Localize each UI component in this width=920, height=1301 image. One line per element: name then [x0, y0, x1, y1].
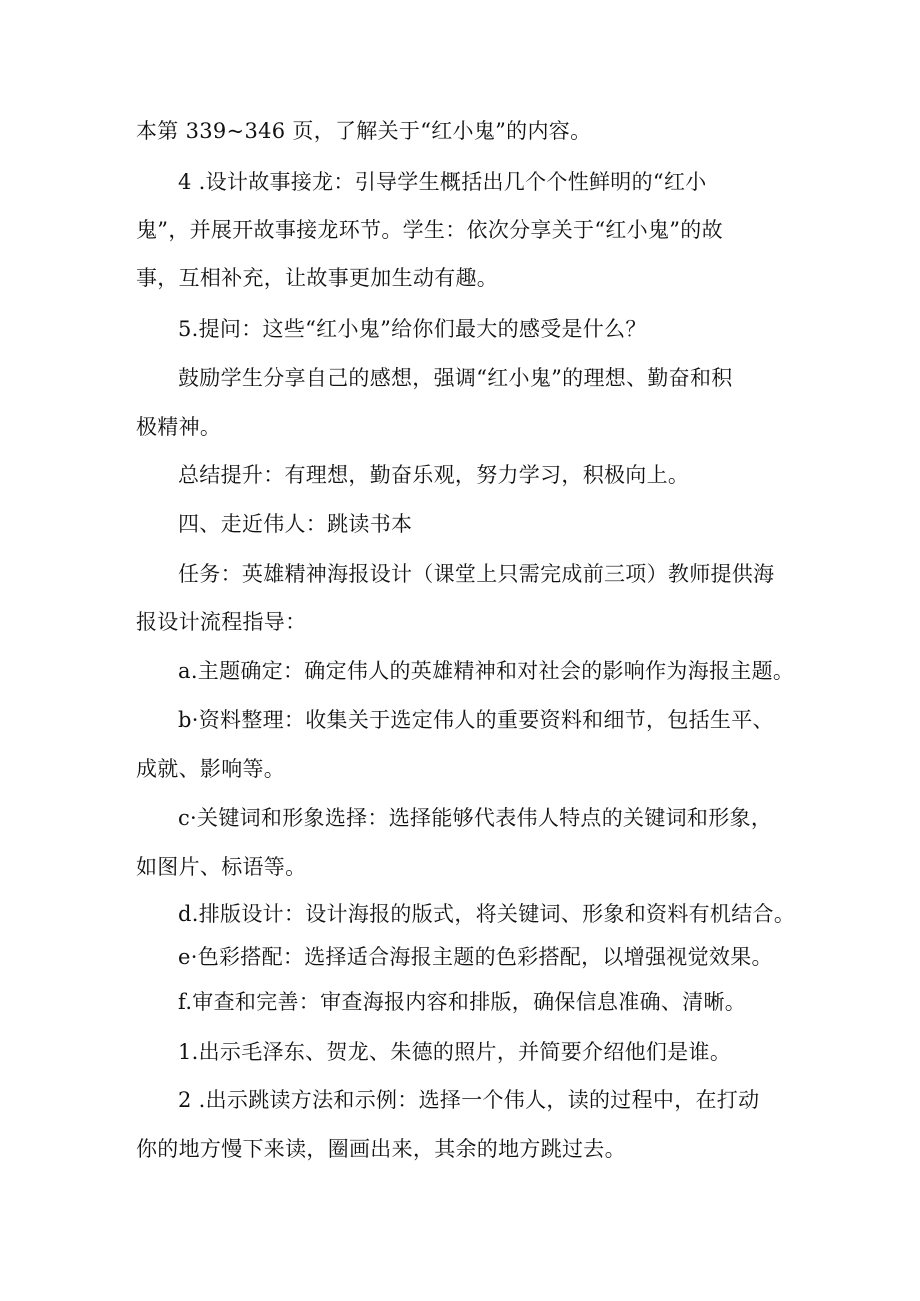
text-line-4: 事，互相补充，让故事更加生动有趣。	[136, 266, 499, 290]
text-line-1: 本第 339~346 页，了解关于“红小鬼”的内容。	[136, 119, 592, 143]
text-line-5: 5.提问：这些“红小鬼”给你们最大的感受是什么？	[178, 317, 647, 341]
text-line-15: c·关键词和形象选择：选择能够代表伟人特点的关键词和形象，	[178, 806, 773, 830]
text-line-14: 成就、影响等。	[136, 757, 286, 781]
text-line-16: 如图片、标语等。	[136, 855, 307, 879]
text-line-17: d.排版设计：设计海报的版式，将关键词、形象和资料有机结合。	[178, 902, 796, 926]
text-line-10: 任务：英雄精神海报设计（课堂上只需完成前三项）教师提供海	[178, 562, 775, 586]
text-line-6: 鼓励学生分享自己的感想，强调“红小鬼”的理想、勤奋和积	[178, 366, 733, 390]
text-line-13: b·资料整理：收集关于选定伟人的重要资料和细节，包括生平、	[178, 708, 774, 732]
text-line-12: a.主题确定：确定伟人的英雄精神和对社会的影响作为海报主题。	[178, 659, 795, 683]
text-line-18: e·色彩搭配：选择适合海报主题的色彩搭配，以增强视觉效果。	[178, 945, 773, 969]
text-line-22: 你的地方慢下来读，圈画出来，其余的地方跳过去。	[136, 1137, 626, 1161]
text-line-21: 2 .出示跳读方法和示例：选择一个伟人，读的过程中，在打动	[178, 1088, 760, 1112]
text-line-11: 报设计流程指导：	[136, 610, 307, 634]
text-line-7: 极精神。	[136, 415, 222, 439]
text-line-20: 1.出示毛泽东、贺龙、朱德的照片，并简要介绍他们是谁。	[178, 1040, 732, 1064]
text-line-2: 4 .设计故事接龙：引导学生概括出几个个性鲜明的“红小	[178, 170, 707, 194]
text-line-19: f.审查和完善：审查海报内容和排版，确保信息准确、清晰。	[178, 990, 747, 1014]
text-line-8: 总结提升：有理想，勤奋乐观，努力学习，积极向上。	[178, 463, 690, 487]
section-heading: 四、走近伟人：跳读书本	[178, 512, 413, 536]
text-line-3: 鬼”，并展开故事接龙环节。学生：依次分享关于“红小鬼”的故	[136, 218, 723, 242]
